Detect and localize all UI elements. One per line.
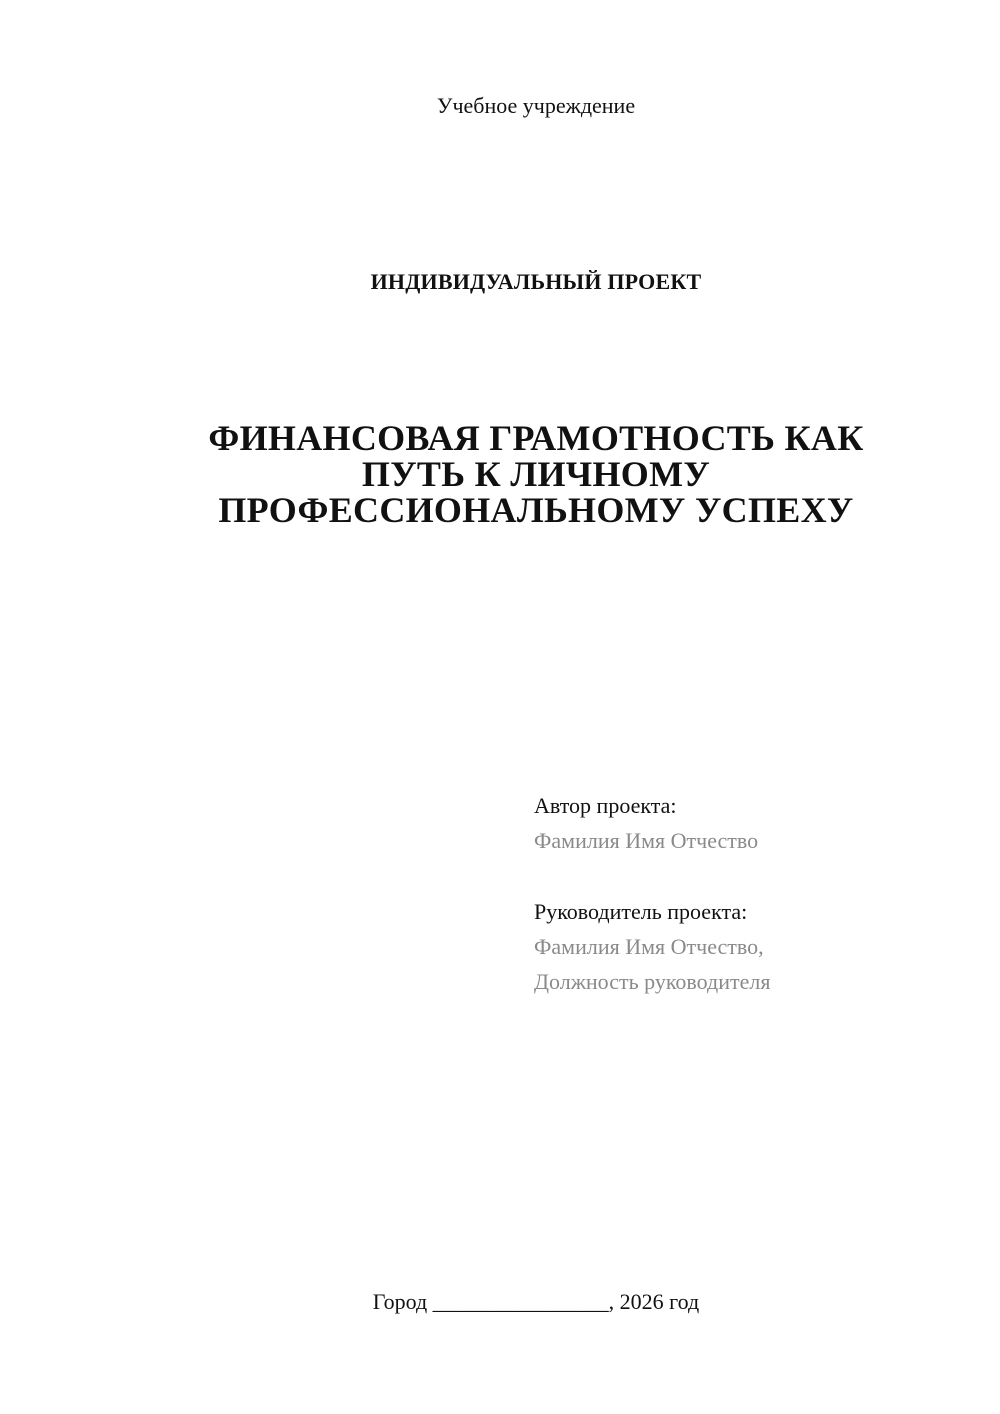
project-title-line: ПУТЬ К ЛИЧНОМУ	[361, 454, 711, 494]
project-type-heading: ИНДИВИДУАЛЬНЫЙ ПРОЕКТ	[370, 269, 702, 294]
author-name: Фамилия Имя Отчество	[534, 828, 759, 853]
supervisor-label: Руководитель проекта:	[534, 899, 748, 924]
project-title	[186, 420, 886, 528]
institution-name: Учебное учреждение	[436, 93, 636, 118]
author-label: Автор проекта:	[534, 793, 677, 818]
supervisor-block	[534, 894, 974, 999]
author-block	[534, 788, 974, 858]
project-title-line: ПРОФЕССИОНАЛЬНОМУ УСПЕХУ	[218, 490, 854, 530]
supervisor-name: Фамилия Имя Отчество,	[534, 934, 764, 959]
supervisor-position: Должность руководителя	[534, 969, 771, 994]
city-year-line: Город ________________, 2026 год	[372, 1289, 700, 1314]
project-title-line: ФИНАНСОВАЯ ГРАМОТНОСТЬ КАК	[208, 418, 864, 458]
